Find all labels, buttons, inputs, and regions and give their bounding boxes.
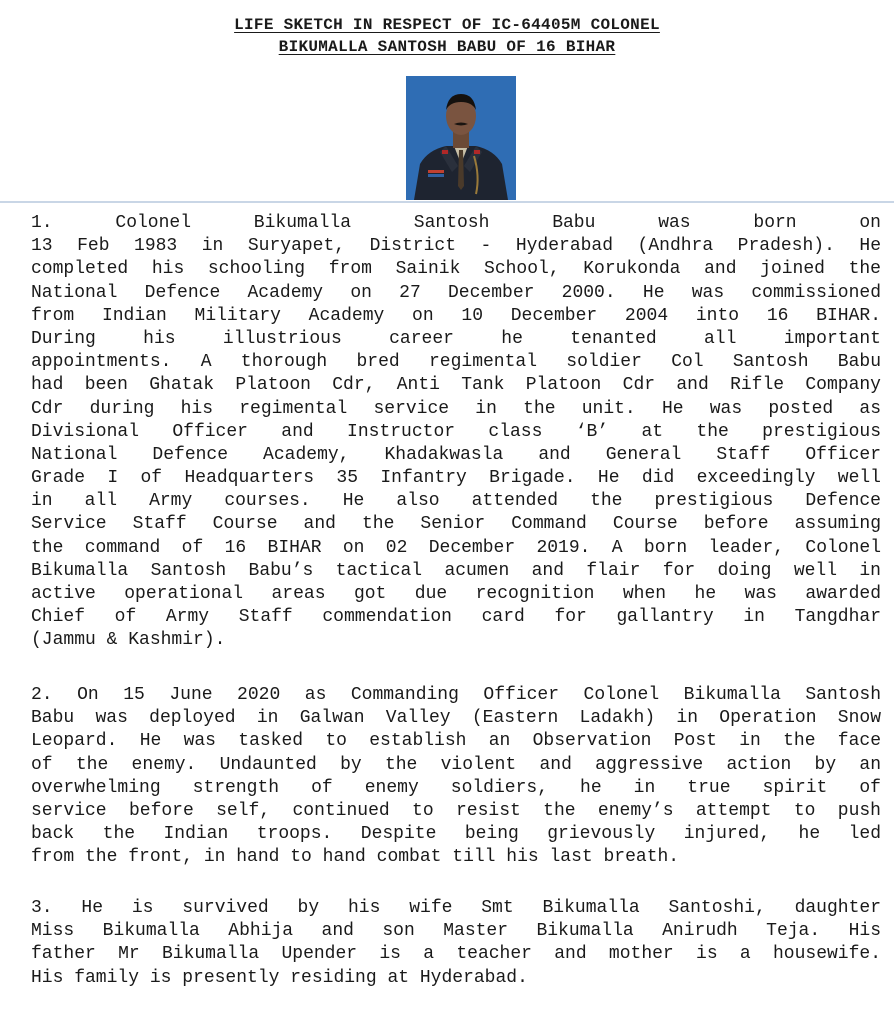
portrait-photo [406,76,516,200]
paragraph-1 [31,212,881,653]
document-title-line-2: BIKUMALLA SANTOSH BABU OF 16 BIHAR [278,38,616,56]
text-line: had been Ghatak Platoon Cdr, Anti Tank Platoon Cdr and Rifle Company [31,375,881,396]
text-line: National Defence Academy, Khadakwasla and General Staff Officer [31,444,881,465]
text-line: During his illustrious career he tenanted all important [31,328,881,349]
paragraph-2 [31,684,881,870]
text-line: Divisional Officer and Instructor class ‘B’ at the prestigious [31,421,881,442]
header-divider [0,201,894,203]
text-line: His family is presently residing at Hyderabad. [31,967,528,988]
text-line: Miss Bikumalla Abhija and son Master Bikumalla Anirudh Teja. His [31,921,881,942]
text-line: Bikumalla Santosh Babu’s tactical acumen and flair for doing well in [31,560,881,581]
text-line: Grade I of Headquarters 35 Infantry Brigade. He did exceedingly well [31,468,881,489]
text-line: of the enemy. Undaunted by the violent and aggressive action by an [31,754,881,775]
text-line: completed his schooling from Sainik School, Korukonda and joined the [31,259,881,280]
text-line: 13 Feb 1983 in Suryapet, District - Hyderabad (Andhra Pradesh). He [31,236,881,257]
text-line: in all Army courses. He also attended the prestigious Defence [31,491,881,512]
text-line: Babu was deployed in Galwan Valley (Eastern Ladakh) in Operation Snow [31,708,881,729]
text-line: back the Indian troops. Despite being grievously injured, he led [31,824,881,845]
text-line: 1. Colonel Bikumalla Santosh Babu was born on [31,213,881,233]
text-line: Cdr during his regimental service in the unit. He was posted as [31,398,881,419]
text-line: the command of 16 BIHAR on 02 December 2019. A born leader, Colonel [31,537,881,558]
text-line: from the front, in hand to hand combat till his last breath. [31,847,680,868]
text-line: appointments. A thorough bred regimental soldier Col Santosh Babu [31,352,881,373]
text-line: service before self, continued to resist the enemy’s attempt to push [31,800,881,821]
text-line: father Mr Bikumalla Upender is a teacher and mother is a housewife. [31,944,881,965]
document-title-line-1: LIFE SKETCH IN RESPECT OF IC-64405M COLONEL [234,16,660,34]
text-line: National Defence Academy on 27 December 2000. He was commissioned [31,282,881,303]
text-line: overwhelming strength of enemy soldiers, he in true spirit of [31,777,881,798]
text-line: from Indian Military Academy on 10 December 2004 into 16 BIHAR. [31,305,881,326]
text-line: 2. On 15 June 2020 as Commanding Officer Colonel Bikumalla Santosh [31,685,881,705]
text-line: Leopard. He was tasked to establish an Observation Post in the face [31,731,881,752]
paragraph-3 [31,897,881,990]
officer-portrait-image [406,76,516,200]
text-line: Chief of Army Staff commendation card for gallantry in Tangdhar [31,607,881,628]
text-line: Service Staff Course and the Senior Command Course before assuming [31,514,881,535]
text-line: 3. He is survived by his wife Smt Bikumalla Santoshi, daughter [31,898,881,918]
text-line: (Jammu & Kashmir). [31,630,226,651]
text-line: active operational areas got due recognition when he was awarded [31,584,881,604]
